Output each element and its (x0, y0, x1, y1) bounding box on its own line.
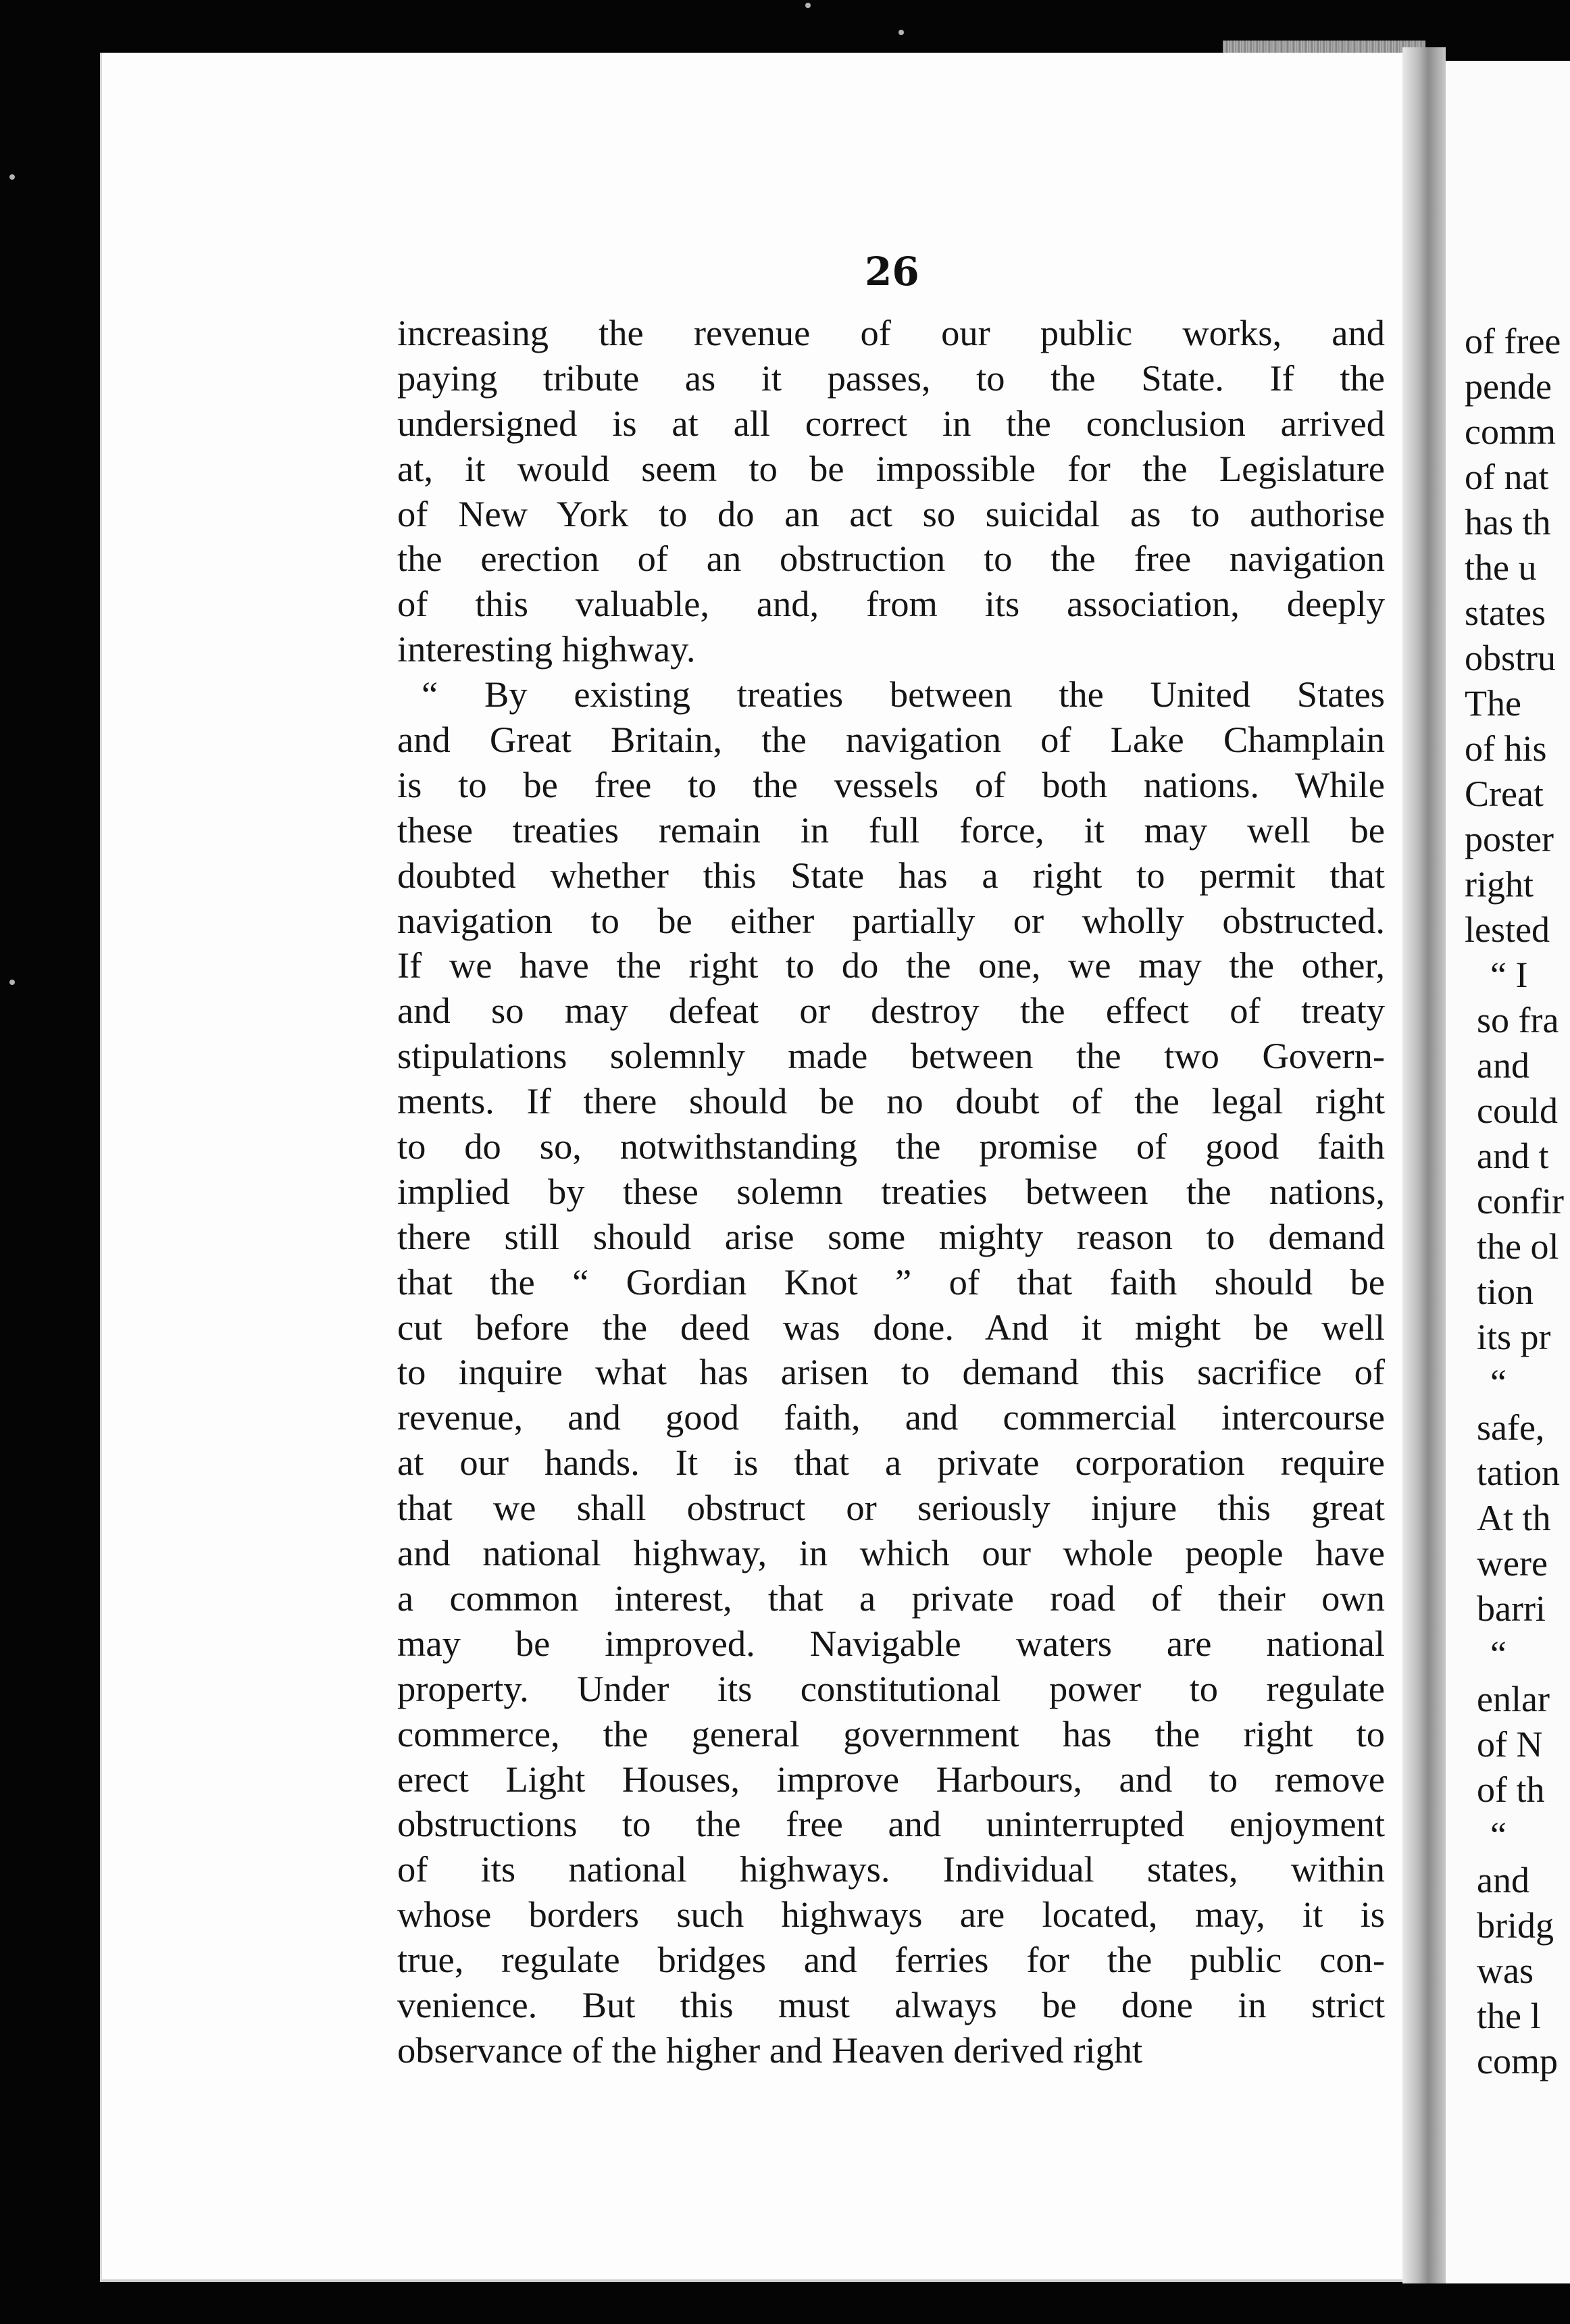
facing-text-line: “ (1490, 1362, 1506, 1403)
facing-text-line: pende (1465, 366, 1552, 407)
scan-speck (9, 980, 15, 985)
scan-speck (9, 174, 15, 180)
text-line: doubted whether this State has a right to permit that (397, 854, 1385, 896)
text-line: of this valuable, and, from its association, deeply (397, 583, 1385, 625)
facing-text-line: so fra (1477, 1000, 1559, 1040)
page-number: 26 (865, 249, 919, 295)
facing-text-line: lested (1465, 909, 1550, 950)
text-line: to inquire what has arisen to demand this sacrifice of (397, 1351, 1385, 1393)
main-text-block (397, 311, 1385, 2073)
facing-text-line: comp (1477, 2041, 1558, 2081)
facing-text-line: tation (1477, 1452, 1560, 1493)
facing-page-text (1465, 319, 1564, 2084)
facing-text-line: poster (1465, 819, 1554, 859)
facing-text-line: could (1477, 1090, 1558, 1131)
facing-text-line: comm (1465, 411, 1556, 452)
facing-text-line: barri (1477, 1588, 1546, 1629)
facing-text-line: and (1477, 1045, 1529, 1086)
facing-text-line: of N (1477, 1724, 1543, 1765)
text-line: increasing the revenue of our public works, and (397, 312, 1385, 353)
text-line: navigation to be either partially or wholly obstructed. (397, 899, 1385, 941)
text-line: undersigned is at all correct in the conclusion arrived (397, 402, 1385, 444)
text-line: property. Under its constitutional power to regulate (397, 1667, 1385, 1709)
text-line: commerce, the general government has the right to (397, 1713, 1385, 1754)
text-line: and Great Britain, the navigation of Lake Champlain (397, 719, 1385, 761)
facing-text-line: was (1477, 1950, 1534, 1991)
text-line: at our hands. It is that a private corporation require (397, 1442, 1385, 1484)
facing-text-line: states (1465, 592, 1546, 633)
facing-text-line: has th (1465, 502, 1551, 542)
text-line: a common interest, that a private road of their own (397, 1577, 1385, 1619)
facing-text-line: At th (1477, 1498, 1551, 1538)
text-line: at, it would seem to be impossible for the Legislature (397, 447, 1385, 489)
text-line: of its national highways. Individual states, within (397, 1848, 1385, 1890)
text-line: may be improved. Navigable waters are national (397, 1622, 1385, 1664)
facing-text-line: “ (1490, 1634, 1506, 1674)
facing-text-line: of free (1465, 321, 1561, 361)
text-line: cut before the deed was done. And it might be well (397, 1306, 1385, 1348)
facing-text-line: bridg (1477, 1905, 1554, 1946)
facing-text-line: the l (1477, 1996, 1541, 2036)
text-line: that we shall obstruct or seriously injure this great (397, 1487, 1385, 1529)
text-line: implied by these solemn treaties between the nations, (397, 1170, 1385, 1212)
facing-text-line: obstru (1465, 638, 1556, 678)
facing-text-line: the ol (1477, 1226, 1559, 1267)
facing-text-line: Creat (1465, 774, 1544, 814)
facing-text-line: its pr (1477, 1317, 1551, 1357)
facing-text-line: were (1477, 1543, 1548, 1584)
facing-text-line: the u (1465, 547, 1537, 588)
text-line: is to be free to the vessels of both nations. While (397, 763, 1385, 805)
facing-text-line: The (1465, 683, 1521, 724)
text-line: true, regulate bridges and ferries for the public con- (397, 1939, 1385, 1981)
facing-text-line: confir (1477, 1181, 1564, 1221)
text-line: If we have the right to do the one, we may the other, (397, 944, 1385, 986)
text-line: ments. If there should be no doubt of the legal right (397, 1080, 1385, 1122)
text-line: of New York to do an act so suicidal as to authorise (397, 492, 1385, 534)
text-line: these treaties remain in full force, it may well be (397, 809, 1385, 851)
facing-text-line: “ (1490, 1815, 1506, 1855)
text-line: and national highway, in which our whole people have (397, 1532, 1385, 1574)
facing-text-line: of nat (1465, 457, 1549, 497)
text-line: interesting highway. (397, 628, 696, 670)
facing-text-line: right (1465, 864, 1534, 905)
text-line: obstructions to the free and uninterrupted enjoyment (397, 1803, 1385, 1845)
text-line: to do so, notwithstanding the promise of good faith (397, 1126, 1385, 1167)
facing-text-line: of th (1477, 1769, 1545, 1810)
facing-text-line: safe, (1477, 1407, 1545, 1448)
text-line: erect Light Houses, improve Harbours, and to remove (397, 1758, 1385, 1800)
text-line: paying tribute as it passes, to the State. If the (397, 357, 1385, 399)
facing-text-line: of his (1465, 728, 1547, 769)
facing-text-line: “ I (1490, 955, 1528, 995)
scan-speck (898, 30, 904, 35)
text-line: “ By existing treaties between the United States (422, 674, 1385, 715)
text-line: there still should arise some mighty reason to demand (397, 1215, 1385, 1257)
text-line: stipulations solemnly made between the two Govern- (397, 1035, 1385, 1077)
facing-text-line: and (1477, 1860, 1529, 1900)
scan-speck (805, 3, 811, 8)
text-line: venience. But this must always be done in strict (397, 1984, 1385, 2025)
binding-gutter (1402, 47, 1446, 2283)
text-line: the erection of an obstruction to the free navigation (397, 538, 1385, 580)
text-line: revenue, and good faith, and commercial intercourse (397, 1396, 1385, 1438)
text-line: that the “ Gordian Knot ” of that faith should be (397, 1261, 1385, 1303)
facing-text-line: tion (1477, 1271, 1534, 1312)
text-line: and so may defeat or destroy the effect of treaty (397, 990, 1385, 1032)
facing-text-line: enlar (1477, 1679, 1550, 1719)
text-line: observance of the higher and Heaven derived right (397, 2029, 1143, 2071)
text-line: whose borders such highways are located, may, it is (397, 1894, 1385, 1936)
facing-text-line: and t (1477, 1136, 1549, 1176)
